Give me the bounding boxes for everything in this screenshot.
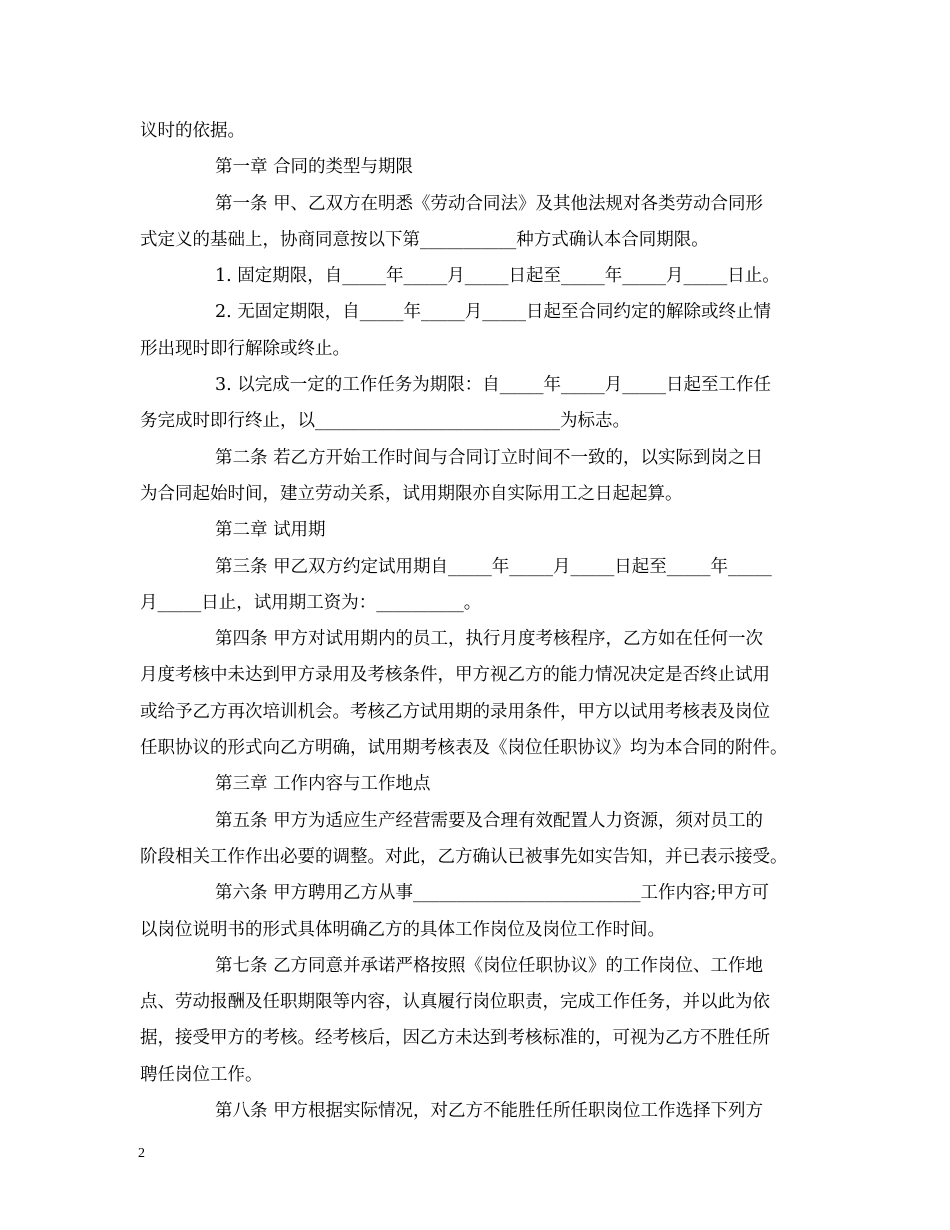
text-line: 3. 以完成一定的工作任务为期限：自_____年_____月_____日起至工作任 bbox=[215, 375, 772, 396]
text-line: 务完成时即行终止，以____________________________为标志。 bbox=[140, 411, 630, 432]
text-line: 第二章 试用期 bbox=[215, 520, 326, 541]
text-line: 月度考核中未达到甲方录用及考核条件，甲方视乙方的能力情况决定是否终止试用 bbox=[140, 665, 770, 686]
text-line: 任职协议的形式向乙方明确，试用期考核表及《岗位任职协议》均为本合同的附件。 bbox=[140, 738, 788, 759]
text-line: 阶段相关工作作出必要的调整。对此，乙方确认已被事先如实告知，并已表示接受。 bbox=[140, 846, 788, 867]
text-line: 第四条 甲方对试用期内的员工，执行月度考核程序，乙方如在任何一次 bbox=[215, 629, 764, 650]
text-line: 第五条 甲方为适应生产经营需要及合理有效配置人力资源，须对员工的 bbox=[215, 810, 764, 831]
text-line: 据，接受甲方的考核。经考核后，因乙方未达到考核标准的，可视为乙方不胜任所 bbox=[140, 1028, 770, 1049]
text-line: 或给予乙方再次培训机会。考核乙方试用期的录用条件，甲方以试用考核表及岗位 bbox=[140, 701, 770, 722]
text-line: 第三条 甲乙双方约定试用期自_____年_____月_____日起至_____年_____ bbox=[215, 556, 772, 577]
text-line: 第二条 若乙方开始工作时间与合同订立时间不一致的，以实际到岗之日 bbox=[215, 447, 764, 468]
page-number: 2 bbox=[138, 1146, 145, 1161]
text-line: 为合同起始时间，建立劳动关系，试用期限亦自实际用工之日起起算。 bbox=[140, 483, 683, 504]
text-line: 议时的依据。 bbox=[140, 121, 245, 141]
text-line: 月_____日止，试用期工资为：__________。 bbox=[140, 592, 482, 613]
text-line: 点、劳动报酬及任职期限等内容，认真履行岗位职责，完成工作任务，并以此为依 bbox=[140, 992, 770, 1013]
text-line: 第八条 甲方根据实际情况，对乙方不能胜任所任职岗位工作选择下列方 bbox=[215, 1101, 764, 1122]
text-line: 聘任岗位工作。 bbox=[140, 1064, 263, 1085]
text-line: 第六条 甲方聘用乙方从事__________________________工作内容;甲方可 bbox=[215, 883, 769, 904]
text-line: 1. 固定期限，自_____年_____月_____日起至_____年_____月_____日止。 bbox=[215, 266, 780, 287]
text-line: 第三章 工作内容与工作地点 bbox=[215, 774, 431, 795]
text-line: 第一章 合同的类型与期限 bbox=[215, 157, 414, 178]
document-body bbox=[140, 113, 816, 1129]
text-line: 式定义的基础上，协商同意按以下第___________种方式确认本合同期限。 bbox=[140, 229, 709, 250]
text-line: 第七条 乙方同意并承诺严格按照《岗位任职协议》的工作岗位、工作地 bbox=[215, 955, 764, 976]
text-line: 第一条 甲、乙双方在明悉《劳动合同法》及其他法规对各类劳动合同形 bbox=[215, 193, 764, 214]
text-line: 2. 无固定期限，自_____年_____月_____日起至合同约定的解除或终止情 bbox=[215, 302, 772, 323]
text-line: 形出现时即行解除或终止。 bbox=[140, 338, 350, 359]
text-line: 以岗位说明书的形式具体明确乙方的具体工作岗位及岗位工作时间。 bbox=[140, 919, 665, 940]
